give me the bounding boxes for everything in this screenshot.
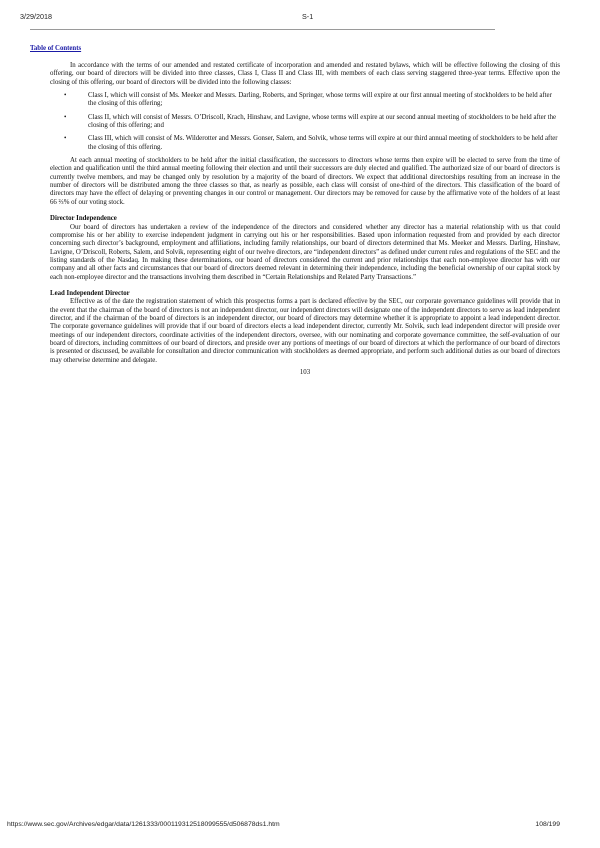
source-url: https://www.sec.gov/Archives/edgar/data/1261333/000119312518099555/d506878ds1.htm [7, 821, 280, 828]
print-header [20, 12, 580, 24]
director-independence-paragraph: Our board of directors has undertaken a review of the independence of the directors and considered whether any director has a material relationship with us that could compromise his or her ability to exercise independent judgment in carrying out his or her responsibilities. Based upon information requested from and provided by each director concerning such director’s background, employment and affiliations, including family relationships, our board of directors determined that Ms. Meeker and Messrs. Darling, Hinshaw, Lavigne, O’Driscoll, Roberts, Salem, and Solvik, representing eight of our twelve directors, are “independent directors” as defined under current rules and regulations of the SEC and the listing standards of the Nasdaq. In making these determinations, our board of directors considered the current and prior relationships that each non-employee director has with our company and all other facts and circumstances that our board of directors deemed relevant in determining their independence, including the beneficial ownership of our capital stock by each non-employee director and the transactions involving them described in “Certain Relationships and Related Party Transactions.” [50, 223, 560, 281]
header-divider [30, 29, 495, 30]
bullet-icon: • [64, 113, 67, 121]
annual-meeting-paragraph: At each annual meeting of stockholders to be held after the initial classification, the successors to directors whose terms then expire will be elected to serve from the time of election and qualification until the third annual meeting following their election and until their successors are duly elected and qualified. The authorized size of our board of directors is currently twelve members, and may be changed only by resolution by a majority of the board of directors. We expect that additional directorships resulting from an increase in the number of directors will be distributed among the three classes so that, as nearly as possible, each class will consist of one-third of the directors. This classification of the board of directors may have the effect of delaying or preventing changes in our control or management. Our directors may be removed for cause by the affirmative vote of the holders of at least 66 ⅔% of our voting stock. [50, 157, 560, 206]
class-i-text: Class I, which will consist of Ms. Meeker and Messrs. Darling, Roberts, and Springer, whose terms will expire at our first annual meeting of stockholders to be held after the closing of this offering; [88, 92, 552, 108]
print-date: 3/29/2018 [20, 12, 52, 21]
table-of-contents-link[interactable]: Table of Contents [30, 45, 82, 52]
list-item [50, 114, 560, 131]
document-body [50, 62, 560, 377]
class-ii-text: Class II, which will consist of Messrs. O’Driscoll, Krach, Hinshaw, and Lavigne, whose terms will expire at our second annual meeting of stockholders to be held after the closing of this offering; and [88, 113, 557, 130]
intro-paragraph: In accordance with the terms of our amended and restated certificate of incorporation and amended and restated bylaws, which will be effective following the closing of this offering, our board of directors will be divided into three classes, Class I, Class II and Class III, with members of each class serving staggered three-year terms. Effective upon the closing of this offering, our board of directors will be divided into the following classes: [50, 62, 560, 86]
bullet-icon: • [64, 135, 67, 143]
class-list [50, 92, 560, 152]
list-item [50, 135, 560, 152]
print-page-count: 108/199 [535, 821, 560, 828]
document-title: S-1 [302, 12, 314, 21]
print-footer [7, 821, 580, 831]
page-number: 103 [299, 369, 311, 376]
section-heading-director-independence: Director Independence [50, 215, 117, 223]
section-heading-lead-independent-director: Lead Independent Director [50, 289, 130, 297]
lead-independent-director-paragraph: Effective as of the date the registration statement of which this prospectus forms a part is declared effective by the SEC, our corporate governance guidelines will provide that in the event that the chairman of the board of directors is not an independent director, our independent directors will designate one of the independent directors to serve as lead independent director, and if the chairman of the board of directors is an independent director, our board of directors may determine whether it is appropriate to appoint a lead independent director. The corporate governance guidelines will provide that if our board of directors elects a lead independent director, currently Mr. Solvik, such lead independent director will preside over meetings of our independent directors, coordinate activities of the independent directors, oversee, with our nominating and corporate governance committee, the self-evaluation of our board of directors, including committees of our board of directors, and preside over any portions of meetings of our board of directors at which the performance of our board of directors is presented or discussed, be available for consultation and director communication with stockholders as deemed appropriate, and perform such additional duties as our board of directors may otherwise determine and delegate. [50, 298, 560, 364]
class-iii-text: Class III, which will consist of Ms. Wilderotter and Messrs. Gonser, Salem, and Solvik, whose terms will expire at our third annual meeting of stockholders to be held after the closing of this offering. [88, 135, 558, 151]
bullet-icon: • [64, 92, 67, 100]
list-item [50, 92, 560, 109]
